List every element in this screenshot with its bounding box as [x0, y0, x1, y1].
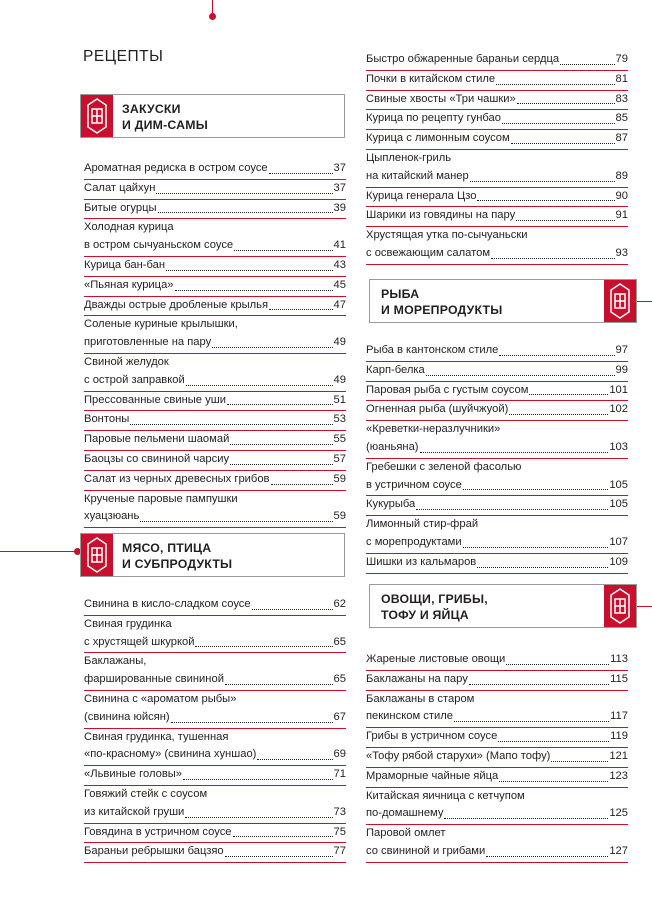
- page-number: 93: [615, 246, 628, 259]
- dot-leader: [416, 509, 608, 510]
- recipe-entry[interactable]: [366, 110, 628, 130]
- recipe-entry[interactable]: [84, 491, 346, 529]
- recipe-entry[interactable]: [84, 257, 346, 277]
- recipe-title: Шишки из кальмаров: [366, 555, 477, 568]
- dot-leader: [230, 464, 332, 465]
- recipe-title: Жареные листовые овощи: [366, 653, 506, 665]
- dot-leader: [486, 856, 608, 857]
- page-number: 87: [615, 132, 628, 145]
- recipe-entry[interactable]: [84, 786, 346, 824]
- page-number: 90: [615, 189, 628, 202]
- recipe-title: Кукурыба: [366, 498, 416, 511]
- recipe-list-appetizers: [84, 160, 346, 528]
- page-number: 37: [333, 162, 346, 174]
- dot-leader: [477, 200, 614, 201]
- recipe-title: Вонтоны: [84, 413, 130, 426]
- page-number: 37: [333, 181, 346, 194]
- recipe-title: Курица с лимонным соусом: [366, 132, 510, 145]
- recipe-title-line: Свиная грудинка: [84, 617, 172, 630]
- recipe-title-line: Баклажаны,: [84, 655, 147, 668]
- recipe-entry[interactable]: [366, 496, 628, 516]
- page-number: 75: [333, 825, 346, 838]
- recipe-entry[interactable]: [366, 188, 628, 208]
- recipe-title: со свининой и грибами: [366, 844, 486, 857]
- page-number: 59: [333, 472, 346, 485]
- recipe-title-line: Говяжий стейк с соусом: [84, 787, 208, 800]
- page-number: 85: [615, 112, 628, 125]
- recipe-title: Быстро обжаренные бараньи сердца: [366, 53, 560, 65]
- recipe-entry[interactable]: [84, 451, 346, 471]
- dot-leader: [498, 741, 609, 742]
- recipe-entry[interactable]: [366, 91, 628, 111]
- recipe-title-line: Крученые паровые пампушки: [84, 492, 238, 505]
- section-title-line: ОВОЩИ, ГРИБЫ,: [381, 592, 488, 606]
- dot-leader: [463, 489, 608, 490]
- dot-leader: [234, 250, 332, 251]
- recipe-title: по-домашнему: [366, 807, 444, 820]
- recipe-entry[interactable]: [366, 728, 628, 748]
- recipe-title: с освежающим салатом: [366, 246, 491, 259]
- recipe-title: Свиные хвосты «Три чашки»: [366, 92, 516, 105]
- left-connector-line: [0, 551, 77, 552]
- recipe-title-line: Холодная курица: [84, 221, 174, 234]
- recipe-entry[interactable]: [84, 729, 346, 767]
- recipe-list-meat-continued: [366, 51, 628, 265]
- recipe-entry[interactable]: [84, 691, 346, 729]
- recipe-entry[interactable]: [84, 392, 346, 412]
- page-number: 105: [609, 478, 628, 491]
- entry-rule: [366, 862, 628, 863]
- recipe-list-fish: [366, 342, 628, 574]
- page-number: 47: [333, 298, 346, 311]
- page-number: 39: [333, 201, 346, 214]
- recipe-entry[interactable]: [366, 382, 628, 402]
- page-number: 65: [333, 635, 346, 648]
- page-number: 83: [615, 92, 628, 105]
- recipe-entry[interactable]: [366, 748, 628, 768]
- recipe-title-line: Хрустящая утка по-сычуаньски: [366, 229, 528, 242]
- page-number: 103: [609, 440, 628, 453]
- recipe-entry[interactable]: [84, 616, 346, 654]
- recipe-title: Паровые пельмени шаомай: [84, 433, 230, 446]
- recipe-title: Мраморные чайные яйца: [366, 769, 499, 782]
- dot-leader: [454, 721, 609, 722]
- recipe-entry[interactable]: [84, 596, 346, 616]
- dot-leader: [463, 547, 609, 548]
- recipe-title-line: Китайская яичница с кетчупом: [366, 789, 525, 802]
- page-number: 105: [609, 498, 628, 511]
- page-number: 57: [333, 452, 346, 465]
- recipe-title: Огненная рыба (шуйчжуой): [366, 403, 509, 416]
- recipe-entry[interactable]: [366, 401, 628, 421]
- recipe-title: Салат цайхун: [84, 181, 156, 194]
- section-title-line: И ДИМ-САМЫ: [122, 118, 208, 132]
- dot-leader: [186, 385, 333, 386]
- recipe-title: Битые огурцы: [84, 201, 157, 214]
- dot-leader: [140, 521, 332, 522]
- recipe-title: Курица бан-бан: [84, 258, 166, 271]
- recipe-title-line: Паровой омлет: [366, 827, 446, 840]
- recipe-title: Баоцзы со свининой чарсиу: [84, 452, 230, 465]
- dot-leader: [166, 270, 333, 271]
- recipe-title-line: Свинина с «ароматом рыбы»: [84, 692, 237, 705]
- ornament-icon: [604, 585, 636, 627]
- recipe-title: Говядина в устричном соусе: [84, 825, 232, 838]
- dot-leader: [420, 452, 609, 453]
- recipe-title: из китайской груши: [84, 805, 185, 818]
- section-title-line: ЗАКУСКИ: [122, 102, 181, 116]
- recipe-title-line: Баклажаны в старом: [366, 692, 475, 705]
- recipe-entry[interactable]: [366, 768, 628, 788]
- recipe-entry[interactable]: [366, 150, 628, 188]
- dot-leader: [529, 394, 608, 395]
- section-title-line: И МОРЕПРОДУКТЫ: [381, 303, 503, 317]
- recipe-entry[interactable]: [84, 160, 346, 180]
- dot-leader: [496, 84, 614, 85]
- recipe-entry[interactable]: [84, 411, 346, 431]
- page-number: 73: [333, 805, 346, 818]
- dot-leader: [175, 290, 333, 291]
- page-number: 49: [333, 336, 346, 349]
- page-number: 41: [333, 239, 346, 252]
- recipe-entry[interactable]: [366, 788, 628, 826]
- recipe-entry[interactable]: [84, 653, 346, 691]
- page-number: 109: [609, 555, 628, 568]
- ornament-icon: [81, 534, 113, 576]
- recipe-title-line: Гребешки с зеленой фасолью: [366, 460, 522, 473]
- page-number: 69: [333, 748, 346, 761]
- section-title-line: МЯСО, ПТИЦА: [122, 541, 212, 555]
- dot-leader: [156, 193, 332, 194]
- dot-leader: [491, 258, 615, 259]
- recipe-title: приготовленные на пару: [84, 336, 212, 349]
- recipe-title: Ароматная редиска в остром соусе: [84, 162, 268, 174]
- recipe-entry[interactable]: [366, 651, 628, 671]
- dot-leader: [227, 404, 333, 405]
- recipe-title: с хрустящей шкуркой: [84, 635, 195, 648]
- section-title-line: И СУБПРОДУКТЫ: [122, 557, 233, 571]
- page-number: 55: [333, 433, 346, 446]
- recipe-title: Курица генерала Цзо: [366, 189, 477, 202]
- page-number: 91: [615, 209, 628, 222]
- dot-leader: [506, 664, 609, 665]
- recipe-title: «по-красному» (свинина хуншао): [84, 748, 257, 761]
- page-number: 125: [609, 807, 628, 820]
- page-number: 123: [609, 769, 628, 782]
- recipe-entry[interactable]: [366, 554, 628, 574]
- dot-leader: [158, 212, 333, 213]
- dot-leader: [499, 355, 614, 356]
- dot-leader: [517, 103, 615, 104]
- dot-leader: [183, 779, 333, 780]
- recipe-entry[interactable]: [366, 227, 628, 265]
- recipe-title: хуацзюань: [84, 510, 140, 523]
- recipe-entry[interactable]: [84, 766, 346, 786]
- page-number: 115: [610, 672, 628, 685]
- entry-rule: [84, 527, 346, 528]
- dot-leader: [269, 309, 332, 310]
- recipe-title: Бараньи ребрышки бацзяо: [84, 845, 224, 858]
- recipe-title: в устричном соусе: [366, 478, 462, 491]
- dot-leader: [130, 424, 332, 425]
- section-header-vegetables: [369, 584, 637, 628]
- page-number: 59: [333, 510, 346, 523]
- recipe-title-line: Свиная грудинка, тушенная: [84, 730, 229, 743]
- recipe-title: Грибы в устричном соусе: [366, 730, 498, 743]
- recipe-title: Почки в китайском стиле: [366, 72, 496, 85]
- recipe-title: в остром сычуаньском соусе: [84, 239, 234, 252]
- dot-leader: [477, 567, 608, 568]
- recipe-list-meat: [84, 596, 346, 863]
- dot-leader: [516, 220, 614, 221]
- dot-leader: [225, 684, 333, 685]
- recipe-title: на китайский манер: [366, 169, 469, 182]
- recipe-title: «Пьяная курица»: [84, 278, 174, 291]
- page-number: 99: [615, 363, 628, 376]
- dot-leader: [444, 818, 608, 819]
- page-number: 119: [610, 730, 628, 743]
- right-connector-line: [637, 301, 652, 302]
- recipe-title: Салат из черных древесных грибов: [84, 472, 270, 485]
- dot-leader: [269, 173, 333, 174]
- recipe-title: Курица по рецепту гунбао: [366, 112, 501, 125]
- recipe-entry[interactable]: [84, 219, 346, 257]
- recipe-entry[interactable]: [366, 71, 628, 91]
- recipe-entry[interactable]: [84, 180, 346, 200]
- recipe-entry[interactable]: [84, 354, 346, 392]
- entry-rule: [84, 862, 346, 863]
- recipe-title-line: Лимонный стир-фрай: [366, 518, 479, 531]
- recipe-title: Шарики из говядины на пару: [366, 209, 516, 222]
- recipe-title: с острой заправкой: [84, 373, 185, 386]
- page-number: 62: [333, 598, 346, 610]
- page-number: 81: [615, 72, 628, 85]
- entry-rule: [366, 264, 628, 265]
- dot-leader: [426, 375, 615, 376]
- recipe-entry[interactable]: [84, 824, 346, 844]
- recipe-entry[interactable]: [366, 459, 628, 497]
- dot-leader: [511, 143, 615, 144]
- ornament-icon: [604, 280, 636, 322]
- recipe-entry[interactable]: [84, 200, 346, 220]
- recipe-entry[interactable]: [84, 277, 346, 297]
- recipe-entry[interactable]: [366, 362, 628, 382]
- page-number: 79: [615, 53, 628, 65]
- page-number: 71: [333, 768, 346, 781]
- recipe-title-line: Свиной желудок: [84, 355, 169, 368]
- ornament-icon: [81, 95, 113, 137]
- page-number: 117: [610, 710, 628, 723]
- right-connector-line: [637, 606, 652, 607]
- section-header-fish: [369, 279, 637, 323]
- page-number: 89: [615, 169, 628, 182]
- section-header-appetizers: [80, 94, 345, 138]
- page-number: 49: [333, 373, 346, 386]
- recipe-title: фаршированные свининой: [84, 673, 224, 686]
- dot-leader: [469, 684, 609, 685]
- recipe-entry[interactable]: [84, 297, 346, 317]
- recipe-title: «Тофу рябой старухи» (Мапо тофу): [366, 749, 551, 762]
- page-title: РЕЦЕПТЫ: [83, 48, 164, 65]
- dot-leader: [257, 759, 332, 760]
- recipe-title: пекинском стиле: [366, 710, 453, 723]
- page-number: 65: [333, 673, 346, 686]
- recipe-entry[interactable]: [366, 207, 628, 227]
- dot-leader: [230, 444, 332, 445]
- dot-leader: [225, 856, 333, 857]
- dot-leader: [252, 609, 333, 610]
- recipe-title-line: Соленые куриные крылышки,: [84, 318, 238, 331]
- page-number: 113: [610, 653, 628, 665]
- dot-leader: [551, 761, 608, 762]
- recipe-entry[interactable]: [84, 316, 346, 354]
- recipe-entry[interactable]: [366, 825, 628, 863]
- recipe-title: Рыба в кантонском стиле: [366, 344, 499, 356]
- dot-leader: [502, 123, 615, 124]
- dot-leader: [470, 181, 615, 182]
- recipe-title-line: Цыпленок-гриль: [366, 151, 452, 164]
- recipe-entry[interactable]: [84, 471, 346, 491]
- recipe-entry[interactable]: [366, 342, 628, 362]
- recipe-entry[interactable]: [84, 843, 346, 863]
- recipe-title: (свинина юйсян): [84, 710, 170, 723]
- page-number: 53: [333, 413, 346, 426]
- recipe-title: (юаньяна): [366, 440, 419, 453]
- page-number: 97: [615, 344, 628, 356]
- section-title-line: ТОФУ И ЯЙЦА: [381, 608, 469, 622]
- page-number: 101: [609, 383, 628, 396]
- page-number: 107: [609, 535, 628, 548]
- dot-leader: [499, 781, 608, 782]
- recipe-title: Баклажаны на пару: [366, 672, 468, 685]
- page-number: 51: [333, 393, 346, 406]
- dot-leader: [212, 347, 332, 348]
- recipe-title-line: «Креветки-неразлучники»: [366, 423, 501, 436]
- dot-leader: [171, 722, 333, 723]
- page-number: 67: [333, 710, 346, 723]
- recipe-title: «Львиные головы»: [84, 768, 183, 781]
- dot-leader: [233, 836, 333, 837]
- recipe-title: Прессованные свиные уши: [84, 393, 226, 406]
- recipe-list-vegetables: [366, 651, 628, 863]
- recipe-entry[interactable]: [366, 671, 628, 691]
- recipe-entry[interactable]: [366, 691, 628, 729]
- recipe-title: с морепродуктами: [366, 535, 462, 548]
- recipe-title: Свинина в кисло-сладком соусе: [84, 598, 251, 610]
- dot-leader: [560, 64, 614, 65]
- dot-leader: [509, 414, 608, 415]
- recipe-title: Паровая рыба с густым соусом: [366, 383, 529, 396]
- recipe-entry[interactable]: [366, 516, 628, 554]
- recipe-entry[interactable]: [366, 51, 628, 71]
- top-connector-dot: [209, 13, 216, 20]
- dot-leader: [185, 817, 332, 818]
- section-header-meat: [80, 533, 345, 577]
- recipe-entry[interactable]: [366, 130, 628, 150]
- dot-leader: [271, 484, 333, 485]
- page-number: 127: [609, 844, 628, 857]
- section-title-line: РЫБА: [381, 287, 420, 301]
- page-number: 43: [333, 258, 346, 271]
- recipe-entry[interactable]: [84, 431, 346, 451]
- page-number: 45: [333, 278, 346, 291]
- dot-leader: [195, 646, 332, 647]
- recipe-title: Дважды острые дробленые крылья: [84, 298, 269, 311]
- entry-rule: [366, 573, 628, 574]
- page-number: 121: [609, 749, 628, 762]
- recipe-entry[interactable]: [366, 421, 628, 459]
- page-number: 102: [609, 403, 628, 416]
- recipe-title: Карп-белка: [366, 363, 425, 376]
- page-number: 77: [333, 845, 346, 858]
